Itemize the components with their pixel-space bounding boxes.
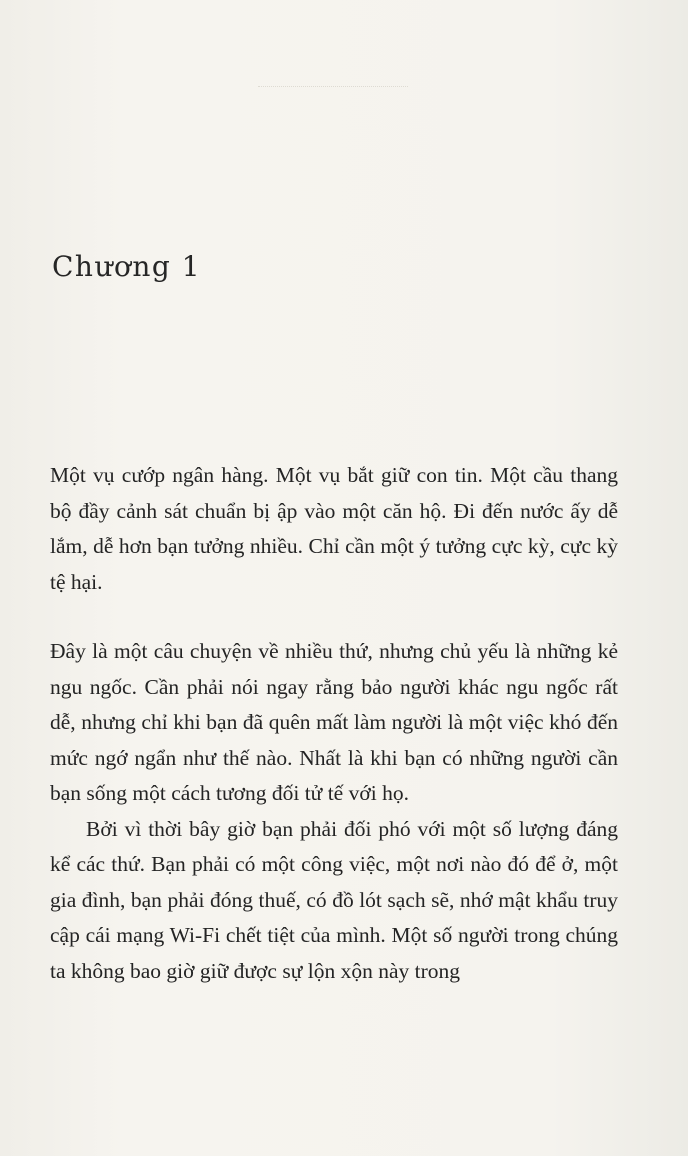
paragraph-2: Đây là một câu chuyện về nhiều thứ, nhưng chủ yếu là những kẻ ngu ngốc. Cần phải nói ngay rằng bảo người khác ngu ngốc rất dễ, nhưng chỉ khi bạn đã quên mất làm người là một việc khó đến mức ngớ ngẩn như thế nào. Nhất là khi bạn có những người cần bạn sống một cách tương đối tử tế với họ. xyxy=(50,639,618,805)
paragraph-1: Một vụ cướp ngân hàng. Một vụ bắt giữ con tin. Một cầu thang bộ đầy cảnh sát chuẩn bị ập vào một căn hộ. Đi đến nước ấy dễ lắm, dễ hơn bạn tưởng nhiều. Chỉ cần một ý tưởng cực kỳ, cực kỳ tệ hại. xyxy=(50,463,618,594)
paragraph-3: Bởi vì thời bây giờ bạn phải đối phó với một số lượng đáng kể các thứ. Bạn phải có một công việc, một nơi nào đó để ở, một gia đình, bạn phải đóng thuế, có đồ lót sạch sẽ, nhớ mật khẩu truy cập cái mạng Wi-Fi chết tiệt của mình. Một số người trong chúng ta không bao giờ giữ được sự lộn xộn này trong xyxy=(50,816,618,983)
running-head-rule xyxy=(258,86,408,95)
chapter-body xyxy=(50,458,618,989)
chapter-title: Chương 1 xyxy=(52,250,202,283)
